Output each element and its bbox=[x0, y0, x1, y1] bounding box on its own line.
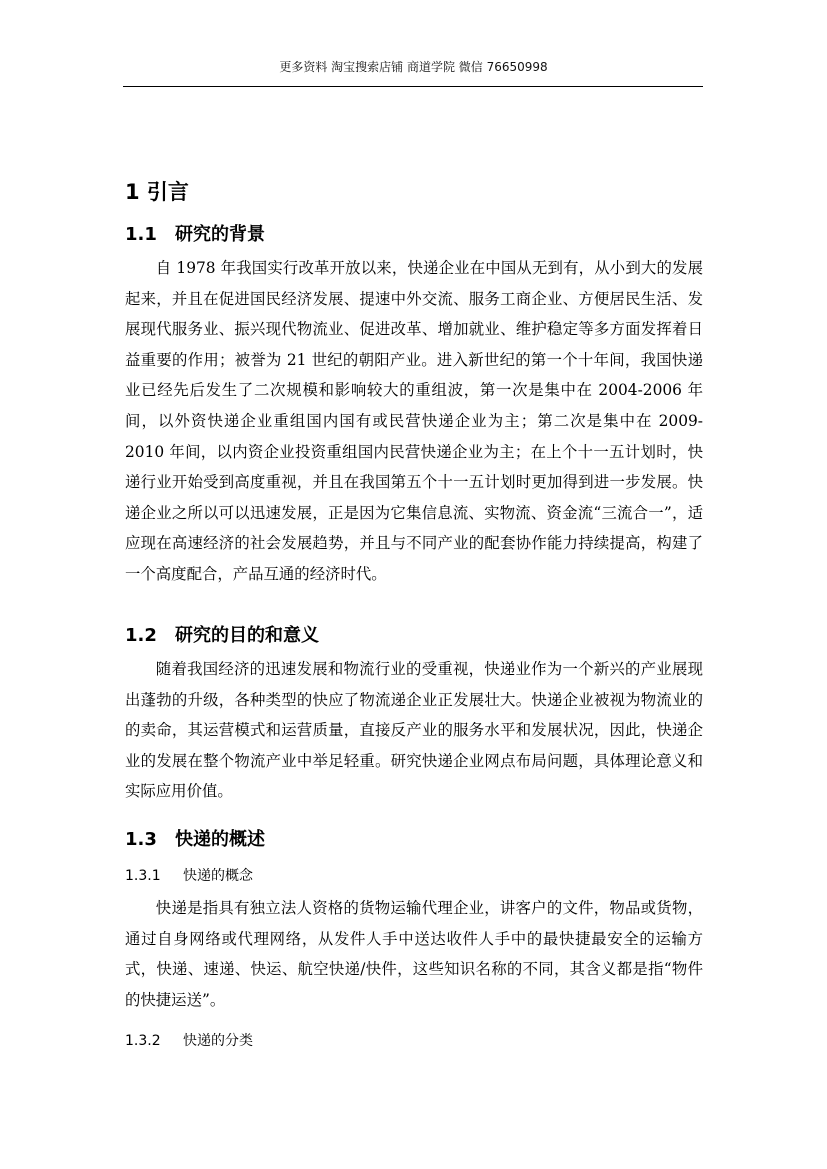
subsection-title: 快递的分类 bbox=[183, 1033, 253, 1049]
subsection-heading-1-3-1 bbox=[125, 865, 253, 885]
section-title: 研究的目的和意义 bbox=[175, 625, 319, 646]
header-divider bbox=[123, 86, 703, 87]
subsection-number: 1.3.2 bbox=[125, 1033, 161, 1049]
page-header: 更多资料 淘宝搜索店铺 商道学院 微信 76650998 bbox=[279, 60, 548, 74]
subsection-heading-1-3-2 bbox=[125, 1030, 253, 1050]
chapter-title: 1 引言 bbox=[125, 180, 189, 204]
section-title: 研究的背景 bbox=[175, 224, 265, 245]
section-heading-1-2 bbox=[125, 621, 319, 647]
section-heading-1-3 bbox=[125, 825, 265, 851]
section-paragraph-background: 自 1978 年我国实行改革开放以来，快递企业在中国从无到有，从小到大的发展起来，并且在促进国民经济发展、提速中外交流、服务工商企业、方便居民生活、发展现代服务业、振兴现代物流业、促进改革、增加就业、维护稳定等多方面发挥着日益重要的作用；被誉为 21 世纪的朝阳产业。进入新世纪的第一个十年间，我国快递业已经先后发生了二次规模和影响较大的重组波，第一次是集中在 2004-2006 年间，以外资快递企业重组国内国有或民营快递企业为主；第二次是集中在 2009-2010 年间，以内资企业投资重组国内民营快递企业为主；在上个十一五计划时，快递行业开始受到高度重视，并且在我国第五个十一五计划时更加得到进一步发展。快递企业之所以可以迅速发展，正是因为它集信息流、实物流、资金流“三流合一”，适应现在高速经济的社会发展趋势，并且与不同产业的配套协作能力持续提高，构建了一个高度配合，产品互通的经济时代。 bbox=[125, 259, 703, 583]
section-paragraph-purpose: 随着我国经济的迅速发展和物流行业的受重视，快递业作为一个新兴的产业展现出蓬勃的升级，各种类型的快应了物流递企业正发展壮大。快递企业被视为物流业的的卖命，其运营模式和运营质量，直接反产业的服务水平和发展状况，因此，快递企业的发展在整个物流产业中举足轻重。研究快递企业网点布局问题，具体理论意义和实际应用价值。 bbox=[125, 660, 703, 801]
section-number: 1.2 bbox=[125, 625, 157, 646]
subsection-title: 快递的概念 bbox=[183, 868, 253, 884]
section-heading-1-1 bbox=[125, 220, 265, 246]
section-number: 1.1 bbox=[125, 224, 157, 245]
subsection-number: 1.3.1 bbox=[125, 868, 161, 884]
subsection-paragraph-concept: 快递是指具有独立法人资格的货物运输代理企业，讲客户的文件，物品或货物，通过自身网络或代理网络，从发件人手中送达收件人手中的最快捷最安全的运输方式，快递、速递、快运、航空快递/快件，这些知识名称的不同，其含义都是指“物件的快捷运送”。 bbox=[125, 899, 703, 1009]
section-title: 快递的概述 bbox=[175, 829, 265, 850]
section-number: 1.3 bbox=[125, 829, 157, 850]
